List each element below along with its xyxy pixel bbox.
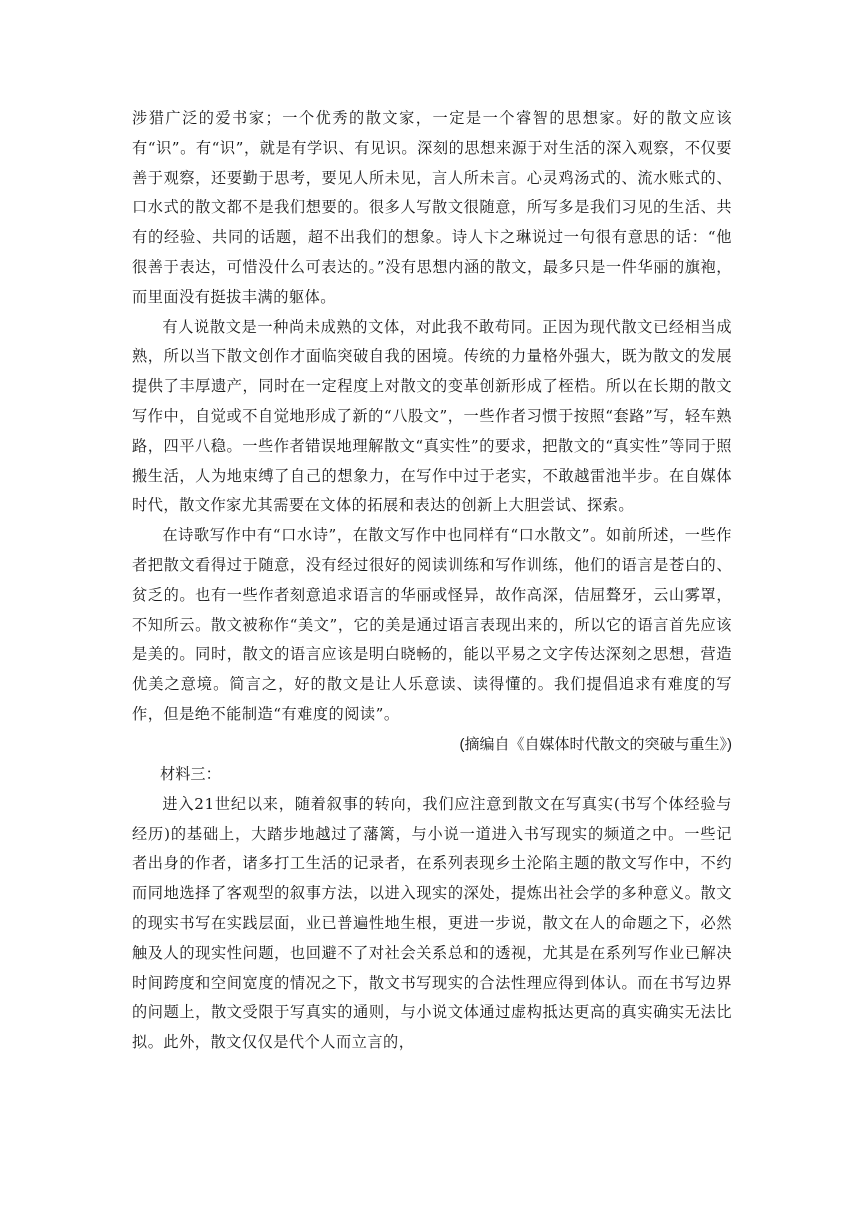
paragraph-1: 涉猎广泛的爱书家；一个优秀的散文家，一定是一个睿智的思想家。好的散文应该有“识”。有“识”，就是有学识、有见识。深刻的思想来源于对生活的深入观察，不仅要善于观察，还要勤于思考，要见人所未见，言人所未言。心灵鸡汤式的、流水账式的、口水式的散文都不是我们想要的。很多人写散文很随意，所写多是我们习见的生活、共有的经验、共同的话题，超不出我们的想象。诗人卞之琳说过一句很有意思的话：“他很善于表达，可惜没什么可表达的。”没有思想内涵的散文，最多只是一件华丽的旗袍，而里面没有挺拔丰满的躯体。 xyxy=(132,109,732,306)
material-heading: 材料三： xyxy=(160,765,221,783)
paragraph-4: 进入21世纪以来，随着叙事的转向，我们应注意到散文在写真实(书写个体经验与经历)的基础上，大踏步地越过了藩篱，与小说一道进入书写现实的频道之中。一些记者出身的作者，诸多打工生活的记录者，在系列表现乡土沦陷主题的散文写作中，不约而同地选择了客观型的叙事方法，以进入现实的深处，提炼出社会学的多种意义。散文的现实书写在实践层面，业已普遍性地生根，更进一步说，散文在人的命题之下，必然触及人的现实性问题，也回避不了对社会关系总和的透视，尤其是在系列写作业已解决时间跨度和空间宽度的情况之下，散文书写现实的合法性理应得到体认。而在书写边界的问题上，散文受限于写真实的通则，与小说文体通过虚构抵达更高的真实确实无法比拟。此外，散文仅仅是代个人而立言的， xyxy=(132,794,732,1052)
paragraph-2: 有人说散文是一种尚未成熟的文体，对此我不敢苟同。正因为现代散文已经相当成熟，所以当下散文创作才面临突破自我的困境。传统的力量格外强大，既为散文的发展提供了丰厚遗产，同时在一定程度上对散文的变革创新形成了桎梏。所以在长期的散文写作中，自觉或不自觉地形成了新的“八股文”，一些作者习惯于按照“套路”写，轻车熟路，四平八稳。一些作者错误地理解散文“真实性”的要求，把散文的“真实性”等同于照搬生活，人为地束缚了自己的想象力，在写作中过于老实，不敢越雷池半步。在自媒体时代，散文作家尤其需要在文体的拓展和表达的创新上大胆尝试、探索。 xyxy=(132,317,732,515)
source-citation: (摘编自《自媒体时代散文的突破与重生》) xyxy=(459,735,732,753)
document-body xyxy=(132,104,732,1058)
paragraph-3: 在诗歌写作中有“口水诗”，在散文写作中也同样有“口水散文”。如前所述，一些作者把散文看得过于随意，没有经过很好的阅读训练和写作训练，他们的语言是苍白的、贫乏的。也有一些作者刻意追求语言的华丽或怪异，故作高深，佶屈聱牙，云山雾罩，不知所云。散文被称作“美文”，它的美是通过语言表现出来的，所以它的语言首先应该是美的。同时，散文的语言应该是明白晓畅的，能以平易之文字传达深刻之思想，营造优美之意境。简言之，好的散文是让人乐意读、读得懂的。我们提倡追求有难度的写作，但是绝不能制造“有难度的阅读”。 xyxy=(132,526,732,723)
